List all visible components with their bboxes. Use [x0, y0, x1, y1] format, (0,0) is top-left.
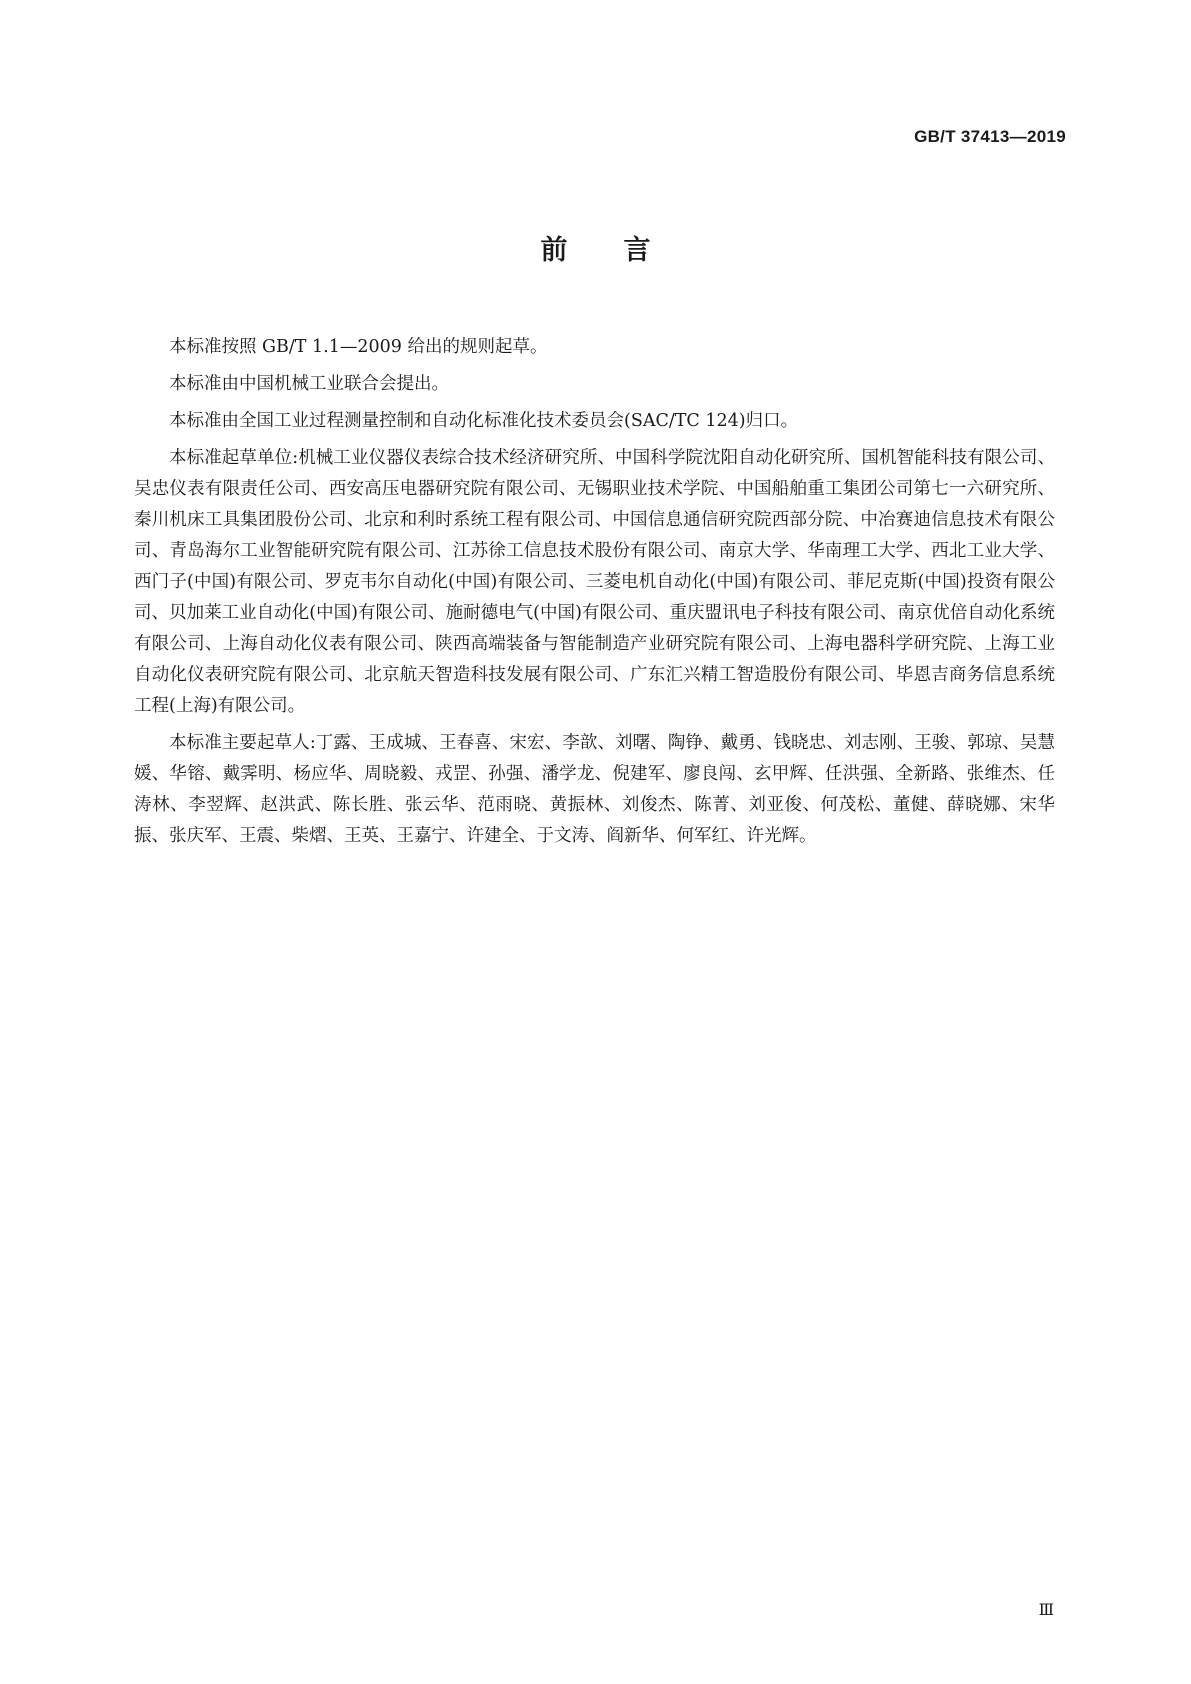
paragraph-proposer: 本标准由中国机械工业联合会提出。	[169, 374, 449, 394]
page-title: 前言	[540, 235, 707, 266]
paragraph-drafting-units: 本标准起草单位:机械工业仪器仪表综合技术经济研究所、中国科学院沈阳自动化研究所、国机智能科技有限公司、吴忠仪表有限责任公司、西安高压电器研究院有限公司、无锡职业技术学院、中国船舶重工集团公司第七一六研究所、秦川机床工具集团股份公司、北京和利时系统工程有限公司、中国信息通信研究院西部分院、中冶赛迪信息技术有限公司、青岛海尔工业智能研究院有限公司、江苏徐工信息技术股份有限公司、南京大学、华南理工大学、西北工业大学、西门子(中国)有限公司、罗克韦尔自动化(中国)有限公司、三菱电机自动化(中国)有限公司、菲尼克斯(中国)投资有限公司、贝加莱工业自动化(中国)有限公司、施耐德电气(中国)有限公司、重庆盟讯电子科技有限公司、南京优倍自动化系统有限公司、上海自动化仪表有限公司、陕西高端装备与智能制造产业研究院有限公司、上海电器科学研究院、上海工业自动化仪表研究院有限公司、北京航天智造科技发展有限公司、广东汇兴精工智造股份有限公司、毕恩吉商务信息系统工程(上海)有限公司。	[134, 448, 1055, 716]
document-body	[134, 332, 1055, 858]
standard-code: GB/T 37413—2019	[914, 127, 1066, 146]
paragraph-administration: 本标准由全国工业过程测量控制和自动化标准化技术委员会(SAC/TC 124)归口。	[169, 411, 799, 431]
paragraph-drafting-rules: 本标准按照 GB/T 1.1—2009 给出的规则起草。	[169, 337, 548, 357]
page-number: Ⅲ	[1038, 1600, 1054, 1619]
paragraph-drafters: 本标准主要起草人:丁露、王成城、王春喜、宋宏、李歆、刘曙、陶铮、戴勇、钱晓忠、刘志刚、王骏、郭琼、吴慧媛、华镕、戴霁明、杨应华、周晓毅、戎罡、孙强、潘学龙、倪建军、廖良闯、玄甲辉、任洪强、全新路、张维杰、任涛林、李翌辉、赵洪武、陈长胜、张云华、范雨晓、黄振林、刘俊杰、陈菁、刘亚俊、何茂松、董健、薛晓娜、宋华振、张庆军、王震、柴熠、王英、王嘉宁、许建全、于文涛、阎新华、何军红、许光辉。	[134, 733, 1055, 846]
